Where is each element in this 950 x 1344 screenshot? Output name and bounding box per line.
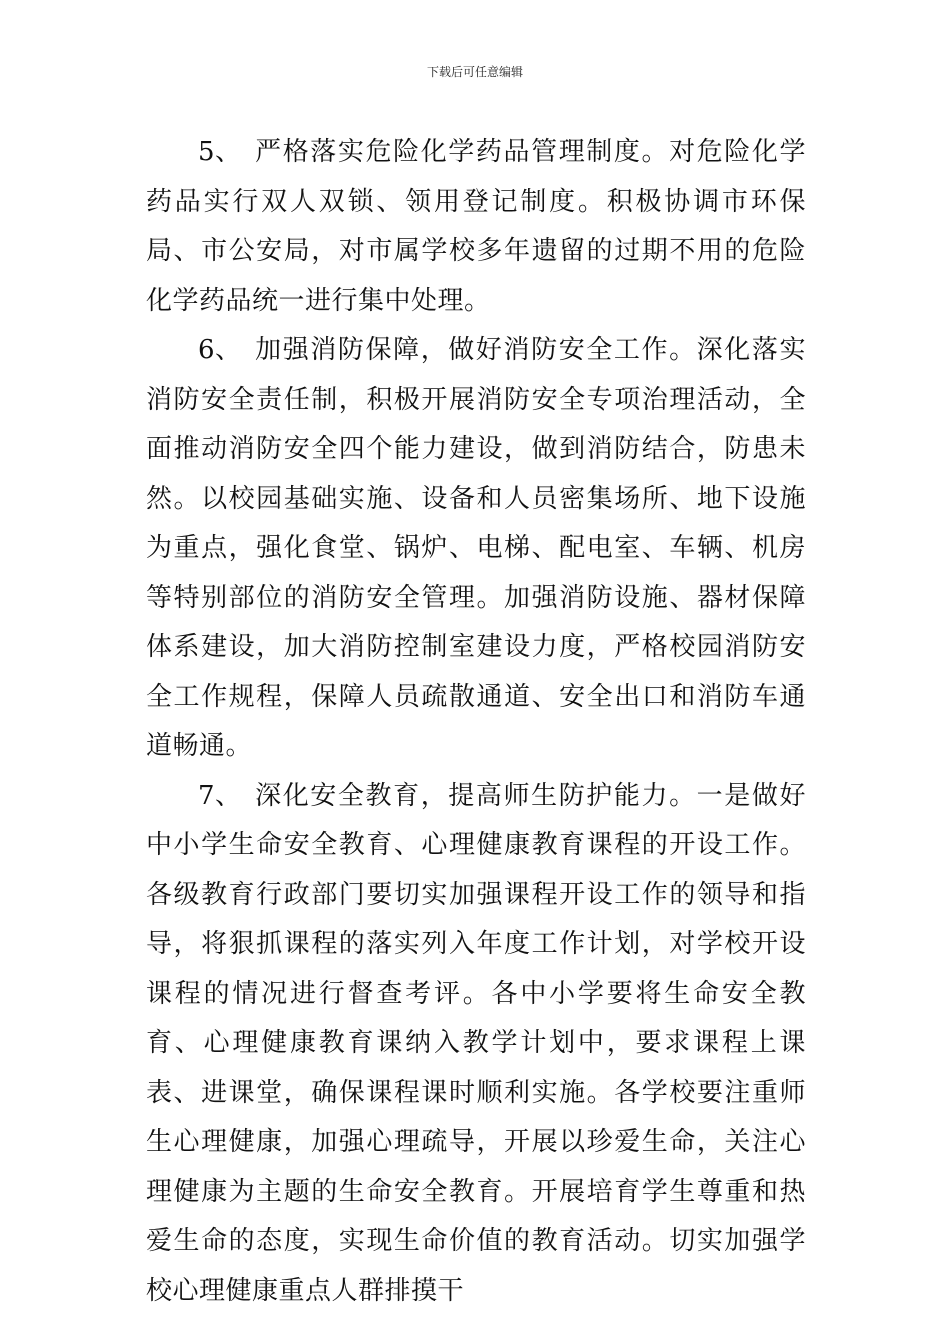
- paragraph-text: 严格落实危险化学药品管理制度。对危险化学药品实行双人双锁、领用登记制度。积极协调市环保局、市公安局，对市属学校多年遗留的过期不用的危险化学药品统一进行集中处理。: [146, 137, 806, 316]
- paragraph-text: 加强消防保障，做好消防安全工作。深化落实消防安全责任制，积极开展消防安全专项治理活动，全面推动消防安全四个能力建设，做到消防结合，防患未然。以校园基础实施、设备和人员密集场所、地下设施为重点，强化食堂、锅炉、电梯、配电室、车辆、机房等特别部位的消防安全管理。加强消防设施、器材保障体系建设，加大消防控制室建设力度，严格校园消防安全工作规程，保障人员疏散通道、安全出口和消防车通道畅通。: [146, 335, 806, 761]
- paragraph-number: 7、: [198, 780, 242, 811]
- paragraph-6: [146, 326, 806, 772]
- paragraph-number: 5、: [198, 137, 242, 167]
- paragraph-7: [146, 772, 806, 1317]
- page-header: 下载后可任意编辑: [426, 65, 523, 79]
- paragraph-number: 6、: [198, 335, 242, 365]
- paragraph-5: [146, 128, 806, 326]
- document-body: [146, 128, 806, 1316]
- paragraph-text: 深化安全教育，提高师生防护能力。一是做好中小学生命安全教育、心理健康教育课程的开设工作。各级教育行政部门要切实加强课程开设工作的领导和指导，将狠抓课程的落实列入年度工作计划，对学校开设课程的情况进行督查考评。各中小学要将生命安全教育、心理健康教育课纳入教学计划中，要求课程上课表、进课堂，确保课程课时顺利实施。各学校要注重师生心理健康，加强心理疏导，开展以珍爱生命，关注心理健康为主题的生命安全教育。开展培育学生尊重和热爱生命的态度，实现生命价值的教育活动。切实加强学校心理健康重点人群排摸干: [146, 780, 806, 1306]
